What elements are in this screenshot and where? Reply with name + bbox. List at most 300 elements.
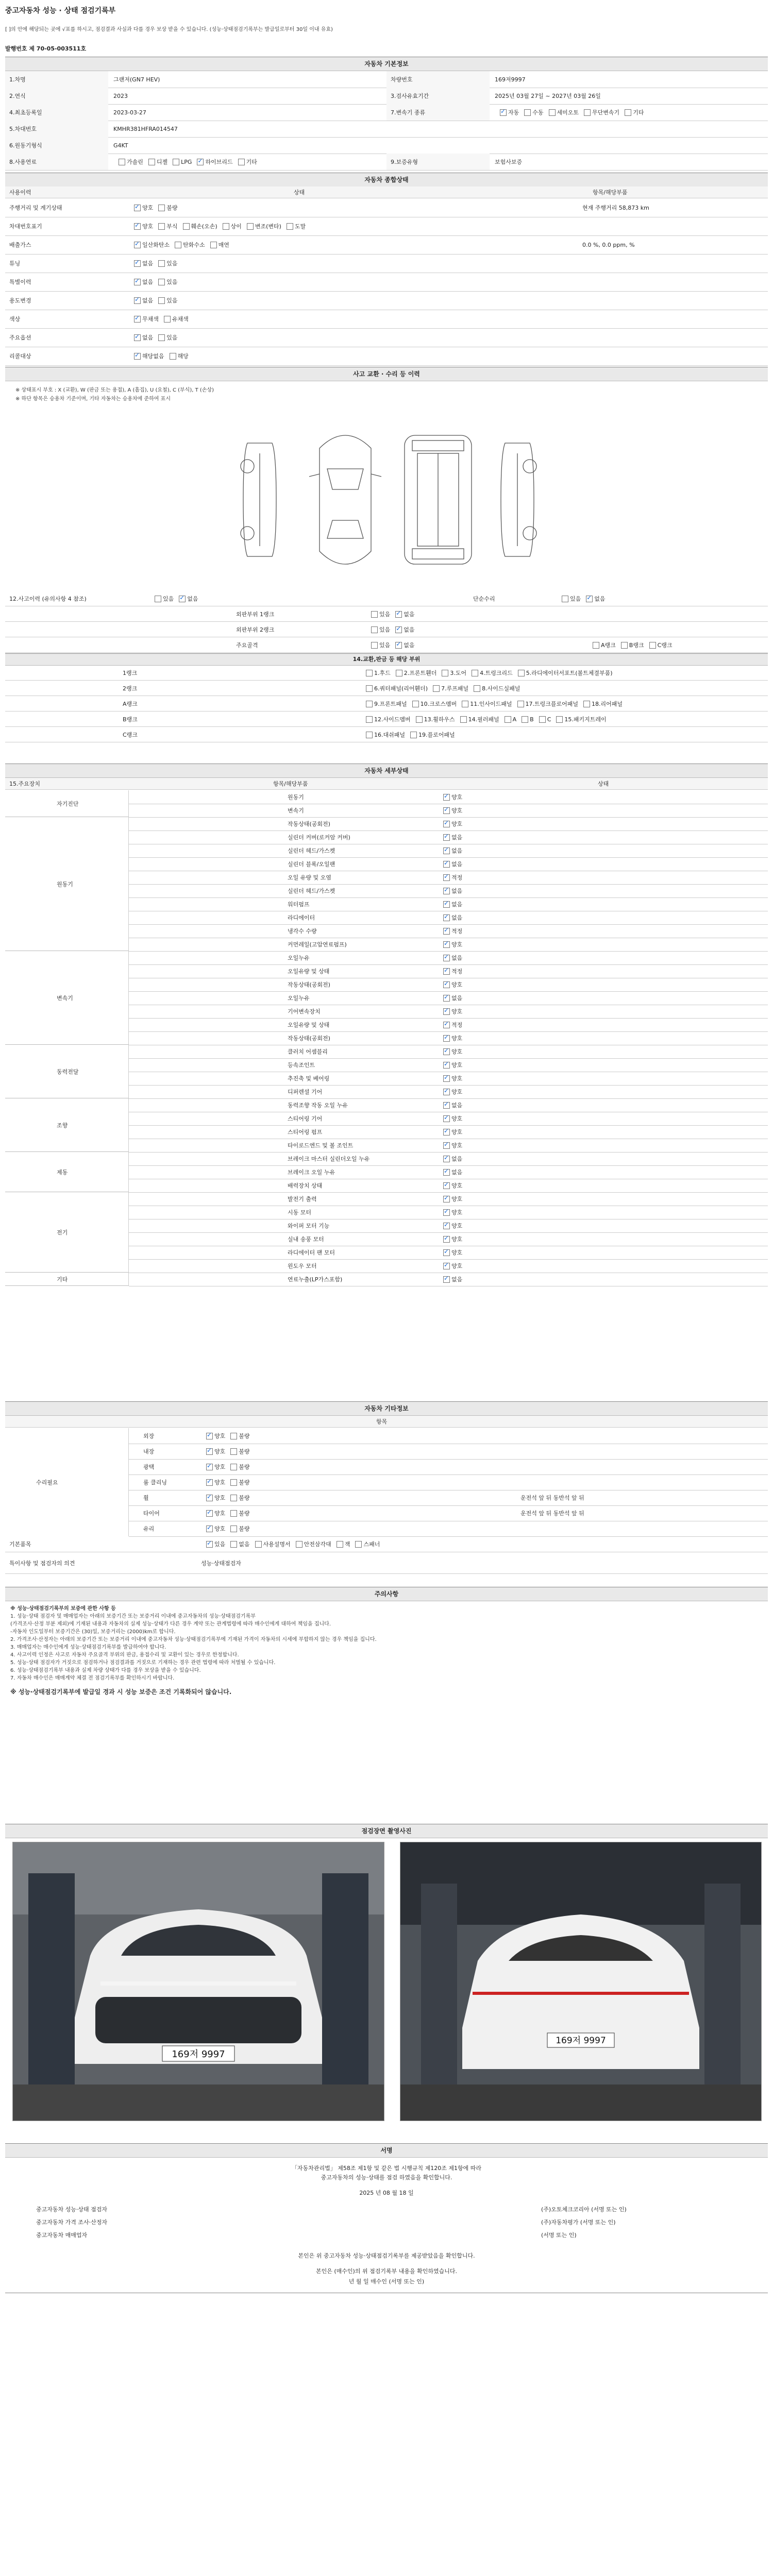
checkbox-option[interactable]: [581, 595, 605, 603]
checkbox[interactable]: [155, 596, 161, 602]
checkbox-option[interactable]: [201, 1524, 225, 1533]
checkbox[interactable]: [524, 109, 531, 116]
detail-row: [129, 1232, 768, 1246]
checkbox[interactable]: [443, 1102, 450, 1109]
checkbox[interactable]: [230, 1510, 237, 1517]
checkbox[interactable]: [443, 1008, 450, 1015]
checkbox[interactable]: [443, 807, 450, 814]
general-extra: 현재 주행거리 58,873 km: [582, 205, 649, 211]
checkbox-option[interactable]: [438, 1128, 462, 1136]
checkbox[interactable]: [230, 1526, 237, 1532]
checkbox-option[interactable]: [438, 1208, 462, 1216]
checkbox-option[interactable]: [587, 641, 616, 649]
sign-inspector-name: (주)오토체크코리아 (서명 또는 인): [541, 2206, 627, 2213]
checkbox-option[interactable]: [438, 1114, 462, 1123]
checkbox-label: 양호: [451, 1075, 463, 1082]
checkbox-option[interactable]: [129, 222, 153, 230]
checkbox-option[interactable]: [153, 204, 177, 212]
checkbox[interactable]: [443, 821, 450, 827]
checkbox-option[interactable]: [153, 296, 177, 304]
checkbox-option[interactable]: [438, 954, 462, 962]
checkbox[interactable]: [443, 1249, 450, 1256]
checkbox[interactable]: [500, 109, 507, 116]
detail-row: [129, 817, 768, 831]
checkbox[interactable]: [134, 260, 141, 267]
checkbox[interactable]: [443, 941, 450, 948]
checkbox[interactable]: [371, 642, 378, 649]
checkbox-option[interactable]: [468, 684, 520, 692]
opinion-row: [5, 1553, 768, 1574]
checkbox[interactable]: [395, 611, 402, 618]
basic-label-2: 7.변속기 종류: [386, 104, 490, 121]
basic-value-2: 169저9997: [495, 76, 526, 83]
checkbox-label: 12.사이드멤버: [374, 716, 411, 723]
checkbox-option[interactable]: [438, 927, 462, 935]
checkbox[interactable]: [366, 685, 373, 692]
checkbox[interactable]: [134, 353, 141, 360]
checkbox-option[interactable]: [129, 352, 164, 360]
checkbox-option[interactable]: [436, 669, 466, 677]
checkbox[interactable]: [443, 874, 450, 881]
detail-row: [129, 1031, 768, 1045]
checkbox[interactable]: [366, 701, 373, 707]
checkbox[interactable]: [119, 159, 125, 165]
checkbox-option[interactable]: [438, 1101, 462, 1109]
detail-item: 기어변속장치: [288, 1008, 321, 1015]
checkbox[interactable]: [518, 670, 525, 676]
checkbox[interactable]: [443, 901, 450, 908]
checkbox-option[interactable]: [438, 1155, 462, 1163]
checkbox-option[interactable]: [201, 1540, 225, 1548]
checkbox-label: 양호: [451, 941, 463, 948]
checkbox[interactable]: [443, 968, 450, 975]
detail-status: [438, 1058, 462, 1072]
checkbox-option[interactable]: [361, 731, 405, 739]
checkbox-option[interactable]: [390, 625, 414, 634]
checkbox-option[interactable]: [113, 158, 143, 166]
checkbox[interactable]: [443, 1156, 450, 1162]
checkbox[interactable]: [366, 716, 373, 723]
checkbox[interactable]: [158, 297, 165, 304]
checkbox[interactable]: [443, 914, 450, 921]
checkbox-option[interactable]: [457, 700, 512, 708]
checkbox-option[interactable]: [153, 259, 177, 267]
detail-status: [438, 1192, 462, 1206]
checkbox-option[interactable]: [149, 595, 174, 603]
checkbox[interactable]: [443, 1062, 450, 1069]
detail-row: [129, 1045, 768, 1059]
checkbox-option[interactable]: [201, 1494, 225, 1502]
checkbox[interactable]: [175, 242, 181, 248]
checkbox[interactable]: [230, 1479, 237, 1486]
checkbox[interactable]: [158, 223, 165, 230]
checkbox[interactable]: [583, 701, 590, 707]
checkbox-option[interactable]: [242, 222, 281, 230]
detail-row: [129, 964, 768, 978]
checkbox[interactable]: [206, 1541, 213, 1548]
extra-columns: [5, 1416, 768, 1428]
checkbox-option[interactable]: [366, 641, 390, 649]
checkbox[interactable]: [395, 626, 402, 633]
checkbox-option[interactable]: [233, 158, 257, 166]
checkbox-option[interactable]: [438, 1021, 462, 1029]
general-options: [129, 291, 178, 310]
checkbox-option[interactable]: [192, 158, 232, 166]
checkbox[interactable]: [539, 716, 546, 723]
checkbox[interactable]: [206, 1495, 213, 1501]
checkbox[interactable]: [443, 888, 450, 894]
checkbox[interactable]: [230, 1464, 237, 1470]
checkbox[interactable]: [443, 834, 450, 841]
extra-options: [201, 1428, 250, 1444]
checkbox[interactable]: [230, 1495, 237, 1501]
checkbox-option[interactable]: [438, 806, 462, 815]
checkbox[interactable]: [371, 626, 378, 633]
checkbox-label: 양호: [214, 1464, 226, 1470]
checkbox-option[interactable]: [201, 1432, 225, 1440]
checkbox-option[interactable]: [499, 716, 517, 723]
checkbox[interactable]: [179, 596, 186, 602]
checkbox-option[interactable]: [129, 315, 159, 323]
checkbox-option[interactable]: [438, 887, 462, 895]
checkbox-option[interactable]: [438, 1248, 462, 1257]
checkbox[interactable]: [134, 242, 141, 248]
checkbox-option[interactable]: [644, 641, 673, 649]
checkbox[interactable]: [443, 955, 450, 961]
checkbox-option[interactable]: [129, 333, 153, 342]
checkbox-option[interactable]: [438, 994, 462, 1002]
checkbox[interactable]: [247, 223, 254, 230]
checkbox[interactable]: [255, 1541, 262, 1548]
checkbox[interactable]: [443, 1022, 450, 1028]
checkbox-option[interactable]: [250, 1540, 291, 1548]
checkbox-option[interactable]: [438, 913, 462, 922]
checkbox-label: 양호: [451, 1223, 463, 1229]
checkbox[interactable]: [443, 1223, 450, 1229]
checkbox[interactable]: [472, 670, 478, 676]
checkbox-option[interactable]: [225, 1432, 249, 1440]
checkbox-label: 9.프론트패널: [374, 701, 407, 707]
checkbox[interactable]: [395, 642, 402, 649]
checkbox[interactable]: [337, 1541, 343, 1548]
checkbox-option[interactable]: [438, 873, 462, 882]
checkbox-option[interactable]: [391, 669, 437, 677]
checkbox-option[interactable]: [405, 731, 455, 739]
checkbox[interactable]: [366, 670, 373, 676]
checkbox-option[interactable]: [579, 108, 619, 116]
checkbox[interactable]: [134, 205, 141, 211]
checkbox[interactable]: [206, 1464, 213, 1470]
checkbox[interactable]: [197, 159, 204, 165]
checkbox[interactable]: [238, 159, 245, 165]
checkbox[interactable]: [170, 353, 176, 360]
checkbox[interactable]: [442, 670, 448, 676]
checkbox[interactable]: [410, 732, 417, 738]
checkbox-option[interactable]: [428, 684, 468, 692]
checkbox[interactable]: [625, 109, 631, 116]
checkbox-option[interactable]: [129, 241, 170, 249]
checkbox-option[interactable]: [407, 700, 457, 708]
checkbox[interactable]: [355, 1541, 362, 1548]
detail-status: [438, 1152, 462, 1165]
checkbox-label: 없음: [404, 611, 415, 618]
general-state-columns: [5, 187, 768, 198]
checkbox-label: 양호: [451, 821, 463, 827]
checkbox-option[interactable]: [466, 669, 513, 677]
checkbox-option[interactable]: [619, 108, 644, 116]
checkbox-option[interactable]: [201, 1447, 225, 1455]
checkbox[interactable]: [206, 1479, 213, 1486]
checkbox[interactable]: [443, 1182, 450, 1189]
checkbox-option[interactable]: [201, 1478, 225, 1486]
checkbox-option[interactable]: [438, 1222, 462, 1230]
checkbox-option[interactable]: [438, 1034, 462, 1042]
checkbox-option[interactable]: [438, 1047, 462, 1056]
checkbox[interactable]: [173, 159, 179, 165]
checkbox[interactable]: [443, 848, 450, 854]
checkbox-option[interactable]: [225, 1540, 249, 1548]
checkbox[interactable]: [206, 1433, 213, 1439]
checkbox-option[interactable]: [534, 716, 551, 723]
checkbox-option[interactable]: [361, 684, 428, 692]
checkbox[interactable]: [164, 316, 171, 323]
checkbox[interactable]: [230, 1448, 237, 1455]
checkbox[interactable]: [134, 297, 141, 304]
checkbox-option[interactable]: [129, 259, 153, 267]
checkbox-option[interactable]: [438, 833, 462, 841]
checkbox-option[interactable]: [201, 1463, 225, 1471]
checkbox-option[interactable]: [390, 641, 414, 649]
checkbox[interactable]: [505, 716, 511, 723]
checkbox-option[interactable]: [519, 108, 543, 116]
detail-item: 브레이크 마스터 실린더오일 누유: [288, 1156, 370, 1162]
checkbox[interactable]: [396, 670, 402, 676]
checkbox[interactable]: [148, 159, 155, 165]
checkbox[interactable]: [223, 223, 229, 230]
checkbox[interactable]: [158, 279, 165, 285]
checkbox[interactable]: [206, 1510, 213, 1517]
checkbox[interactable]: [443, 1075, 450, 1082]
checkbox-option[interactable]: [438, 1007, 462, 1015]
checkbox-label: 양호: [214, 1448, 226, 1455]
checkbox-option[interactable]: [129, 278, 153, 286]
checkbox-option[interactable]: [551, 715, 606, 723]
checkbox[interactable]: [134, 334, 141, 341]
checkbox[interactable]: [522, 716, 528, 723]
detail-status: [438, 1219, 462, 1232]
checkbox[interactable]: [593, 642, 599, 649]
checkbox-option[interactable]: [438, 860, 462, 868]
checkbox-label: 양호: [451, 1196, 463, 1202]
checkbox[interactable]: [206, 1448, 213, 1455]
checkbox[interactable]: [158, 260, 165, 267]
checkbox[interactable]: [371, 611, 378, 618]
checkbox[interactable]: [443, 1196, 450, 1202]
checkbox[interactable]: [621, 642, 628, 649]
checkbox-option[interactable]: [438, 1061, 462, 1069]
checkbox-option[interactable]: [225, 1447, 249, 1455]
checkbox-option[interactable]: [225, 1463, 249, 1471]
checkbox[interactable]: [443, 1035, 450, 1042]
checkbox[interactable]: [210, 242, 217, 248]
checkbox-option[interactable]: [225, 1509, 249, 1517]
checkbox-option[interactable]: [153, 278, 177, 286]
checkbox-option[interactable]: [225, 1494, 249, 1502]
checkbox[interactable]: [287, 223, 293, 230]
checkbox[interactable]: [433, 685, 440, 692]
checkbox[interactable]: [443, 981, 450, 988]
checkbox-option[interactable]: [438, 1262, 462, 1270]
checkbox-option[interactable]: [366, 625, 390, 634]
checkbox-option[interactable]: [153, 333, 177, 342]
checkbox-option[interactable]: [143, 158, 167, 166]
checkbox[interactable]: [230, 1433, 237, 1439]
checkbox-option[interactable]: [159, 315, 189, 323]
checkbox-label: 양호: [214, 1433, 226, 1439]
checkbox[interactable]: [443, 1115, 450, 1122]
detail-row: [129, 938, 768, 952]
checkbox-option[interactable]: [164, 352, 189, 360]
checkbox[interactable]: [158, 334, 165, 341]
checkbox[interactable]: [649, 642, 656, 649]
checkbox-label: 있음: [166, 297, 178, 304]
checkbox[interactable]: [549, 109, 556, 116]
checkbox-option[interactable]: [438, 1195, 462, 1203]
checkbox-option[interactable]: [495, 108, 519, 116]
checkbox-option[interactable]: [438, 793, 462, 801]
checkbox[interactable]: [134, 316, 141, 323]
checkbox[interactable]: [474, 685, 480, 692]
checkbox-option[interactable]: [438, 1074, 462, 1082]
checkbox[interactable]: [443, 794, 450, 801]
checkbox[interactable]: [443, 1048, 450, 1055]
checkbox-option[interactable]: [361, 669, 391, 677]
checkbox[interactable]: [462, 701, 468, 707]
checkbox[interactable]: [517, 701, 524, 707]
checkbox-option[interactable]: [438, 967, 462, 975]
checkbox-option[interactable]: [331, 1540, 350, 1548]
checkbox[interactable]: [443, 1236, 450, 1243]
checkbox[interactable]: [443, 1209, 450, 1216]
checkbox-label: 상이: [230, 223, 242, 230]
checkbox-option[interactable]: [178, 222, 217, 230]
checkbox-option[interactable]: [129, 204, 153, 212]
checkbox[interactable]: [230, 1541, 237, 1548]
checkbox-option[interactable]: [616, 641, 644, 649]
checkbox-option[interactable]: [438, 820, 462, 828]
checkbox-option[interactable]: [544, 108, 579, 116]
detail-item: 타이로드엔드 및 볼 조인트: [288, 1142, 354, 1149]
checkbox-option[interactable]: [366, 610, 390, 618]
checkbox-option[interactable]: [438, 1181, 462, 1190]
detail-item: 커먼레일(고압연료펌프): [288, 941, 347, 948]
checkbox[interactable]: [366, 732, 373, 738]
photos-header: 점검장면 촬영사진: [5, 1824, 768, 1838]
checkbox[interactable]: [443, 995, 450, 1002]
checkbox[interactable]: [562, 596, 568, 602]
checkbox-label: 5.라디에이터서포트(볼트체결부품): [526, 670, 613, 676]
checkbox-option[interactable]: [513, 669, 613, 677]
checkbox-option[interactable]: [170, 241, 205, 249]
checkbox[interactable]: [134, 223, 141, 230]
checkbox[interactable]: [443, 1129, 450, 1136]
general-row: [5, 347, 768, 366]
basic-row: [5, 154, 768, 171]
checkbox-option[interactable]: [361, 715, 411, 723]
extra-group-label: 수리필요: [5, 1428, 129, 1536]
caution-header: 주의사항: [5, 1587, 768, 1601]
checkbox-option[interactable]: [438, 1088, 462, 1096]
checkbox-option[interactable]: [281, 222, 306, 230]
checkbox[interactable]: [460, 716, 467, 723]
checkbox[interactable]: [443, 1263, 450, 1269]
checkbox-option[interactable]: [438, 846, 462, 855]
checkbox[interactable]: [443, 1089, 450, 1095]
checkbox[interactable]: [586, 596, 593, 602]
checkbox-option[interactable]: [167, 159, 192, 165]
rank-label: 주요골격: [236, 642, 258, 649]
checkbox-option[interactable]: [390, 610, 414, 618]
checkbox-option[interactable]: [205, 241, 229, 249]
detail-item: 실린더 헤드/가스켓: [288, 888, 335, 894]
checkbox[interactable]: [443, 1142, 450, 1149]
checkbox[interactable]: [556, 716, 563, 723]
checkbox-option[interactable]: [438, 1168, 462, 1176]
checkbox-option[interactable]: [129, 296, 153, 304]
checkbox[interactable]: [206, 1526, 213, 1532]
parts-options: [361, 697, 623, 711]
checkbox[interactable]: [443, 861, 450, 868]
checkbox-option[interactable]: [557, 595, 581, 603]
checkbox-option[interactable]: [438, 980, 462, 989]
checkbox[interactable]: [443, 928, 450, 935]
checkbox[interactable]: [158, 205, 165, 211]
checkbox-option[interactable]: [225, 1478, 249, 1486]
checkbox[interactable]: [412, 701, 419, 707]
simple-repair-label: 단순수리: [473, 596, 495, 602]
checkbox[interactable]: [584, 109, 591, 116]
checkbox-option[interactable]: [217, 222, 242, 230]
checkbox-option[interactable]: [291, 1540, 331, 1548]
rank-options: [366, 607, 415, 621]
checkbox-option[interactable]: [361, 700, 407, 708]
col-parts: 항목/해당부품: [593, 189, 628, 196]
checkbox-option[interactable]: [438, 940, 462, 948]
checkbox-option[interactable]: [512, 700, 579, 708]
checkbox[interactable]: [443, 1276, 450, 1283]
checkbox-option[interactable]: [438, 900, 462, 908]
checkbox-option[interactable]: [455, 715, 499, 723]
checkbox-option[interactable]: [438, 1235, 462, 1243]
checkbox[interactable]: [296, 1541, 303, 1548]
checkbox-label: 6.쿼터패널(리어휀더): [374, 685, 428, 692]
checkbox[interactable]: [443, 1169, 450, 1176]
detail-columns: [5, 778, 768, 790]
checkbox-option[interactable]: [578, 700, 623, 708]
checkbox-option[interactable]: [174, 595, 198, 603]
checkbox[interactable]: [183, 223, 190, 230]
checkbox-option[interactable]: [201, 1509, 225, 1517]
checkbox-option[interactable]: [411, 715, 455, 723]
checkbox-option[interactable]: [438, 1141, 462, 1149]
checkbox[interactable]: [416, 716, 423, 723]
checkbox-option[interactable]: [516, 716, 534, 723]
checkbox-option[interactable]: [350, 1540, 380, 1548]
checkbox-option[interactable]: [225, 1524, 249, 1533]
checkbox[interactable]: [134, 279, 141, 285]
checkbox-option[interactable]: [438, 1275, 462, 1283]
checkbox-option[interactable]: [153, 222, 177, 230]
